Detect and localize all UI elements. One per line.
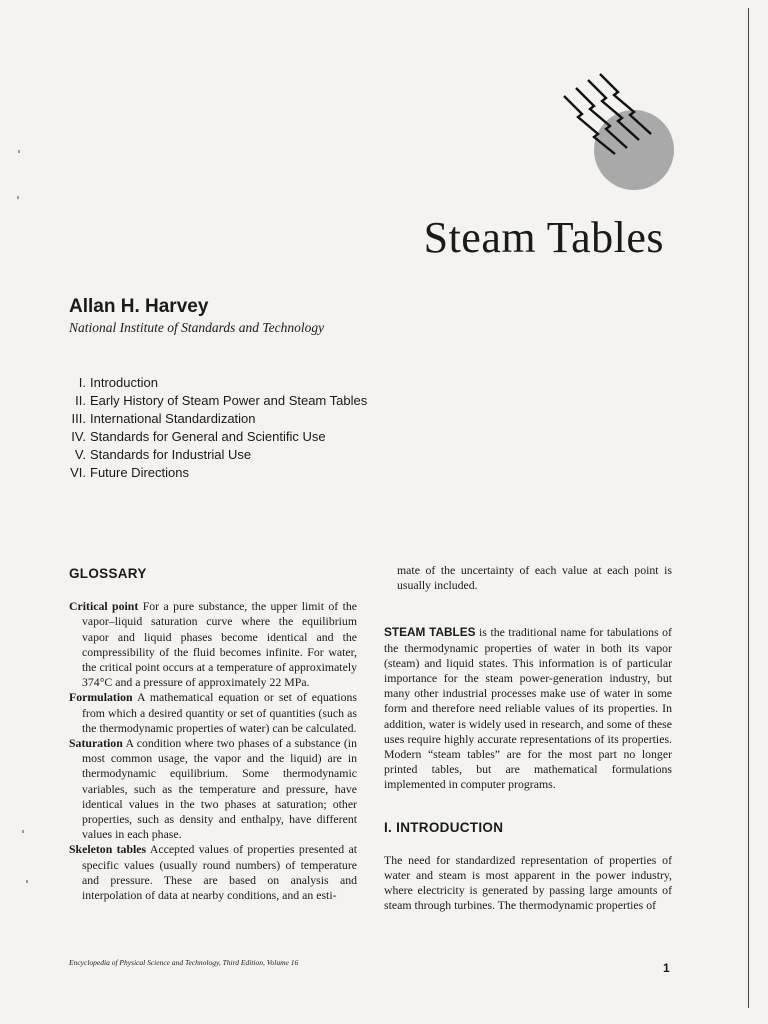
outline-number: V. [74,447,86,462]
outline-item [60,446,367,464]
glossary-continuation: mate of the uncertainty of each value at each point is usually included. [397,563,672,593]
scan-speck [18,150,20,153]
scan-speck [22,830,24,833]
glossary-term: Formulation [69,690,133,705]
outline-label: Introduction [90,375,158,390]
outline-number: VI. [70,465,86,480]
glossary-definition: Accepted values of properties presented at specific values (usually round numbers) of temperature and pressure. These are based on analysis and interpolation of data at nearby conditions, and an esti- [82,842,357,903]
section-heading: I. INTRODUCTION [384,819,504,835]
glossary-term: Saturation [69,736,123,751]
scan-speck [17,196,19,199]
outline-label: Standards for Industrial Use [90,447,252,462]
intro-lead: STEAM TABLES [384,625,476,640]
page-edge-line [748,8,749,1008]
article-title: Steam Tables [423,213,664,262]
outline-label: Standards for General and Scientific Use [90,429,326,444]
outline-number: III. [71,411,86,426]
glossary-entry [69,736,357,842]
outline-number: IV. [71,429,86,444]
page-number: 1 [663,961,670,975]
glossary-entry [69,842,357,903]
glossary-entry [69,599,357,690]
outline-number: II. [75,393,86,408]
intro-paragraph [384,625,672,792]
glossary-entry [69,690,357,736]
outline-label: International Standardization [90,411,256,426]
outline-label: Future Directions [90,465,189,480]
glossary-definition: A condition where two phases of a substance (in most common usage, the vapor and the liquid) are in thermodynamic equilibrium. Some thermodynamic variables, such as the temperature and pressure, have identical values in the two phases at saturation; other properties, such as density and enthalpy, have different values in each phase. [82,736,357,842]
glossary-term: Critical point [69,599,139,614]
intro-text: is the traditional name for tabulations of the thermodynamic properties of water in both its vapor (steam) and liquid states. This information is of particular importance for the steam power-generation industry, but many other industrial processes make use of water in some form and therefore need reliable values of its properties. In addition, water is widely used in research, and some of these uses require highly accurate representations of its properties. Modern “steam tables” are for the most part no longer printed tables, but are mathematical formulations implemented in computer programs. [384,625,672,792]
lightning-bolts-logo-icon [560,70,690,200]
glossary-term: Skeleton tables [69,842,147,857]
article-outline [60,374,367,482]
outline-item [60,428,367,446]
outline-item [60,392,367,410]
outline-item [60,374,367,392]
paragraph-gap [384,793,672,817]
footer-citation: Encyclopedia of Physical Science and Technology, Third Edition, Volume 16 [69,958,299,967]
paragraph-gap [384,593,672,625]
left-column [69,563,357,903]
outline-number: I. [78,375,86,390]
author-name: Allan H. Harvey [69,296,209,317]
glossary-definition: For a pure substance, the upper limit of the vapor–liquid saturation curve where the equilibrium vapor and liquid phases become identical and the compressibility of the fluid becomes infinite. For water, the critical point occurs at a temperature of approximately 374°C and a pressure of approximately 22 MPa. [82,599,358,690]
author-affiliation: National Institute of Standards and Technology [69,320,325,335]
glossary-definition: A mathematical equation or set of equations from which a desired quantity or set of quantities (such as the thermodynamic properties of water) can be calculated. [82,690,357,735]
scan-speck [26,880,28,883]
outline-item [60,464,367,482]
outline-item [60,410,367,428]
outline-label: Early History of Steam Power and Steam Tables [90,393,368,408]
right-column [384,563,672,914]
glossary-heading: GLOSSARY [69,566,147,581]
section-paragraph: The need for standardized representation of properties of water and steam is most apparent in the power industry, where electricity is generated by passing large amounts of steam through turbines. The thermodynamic properties of [384,852,672,913]
